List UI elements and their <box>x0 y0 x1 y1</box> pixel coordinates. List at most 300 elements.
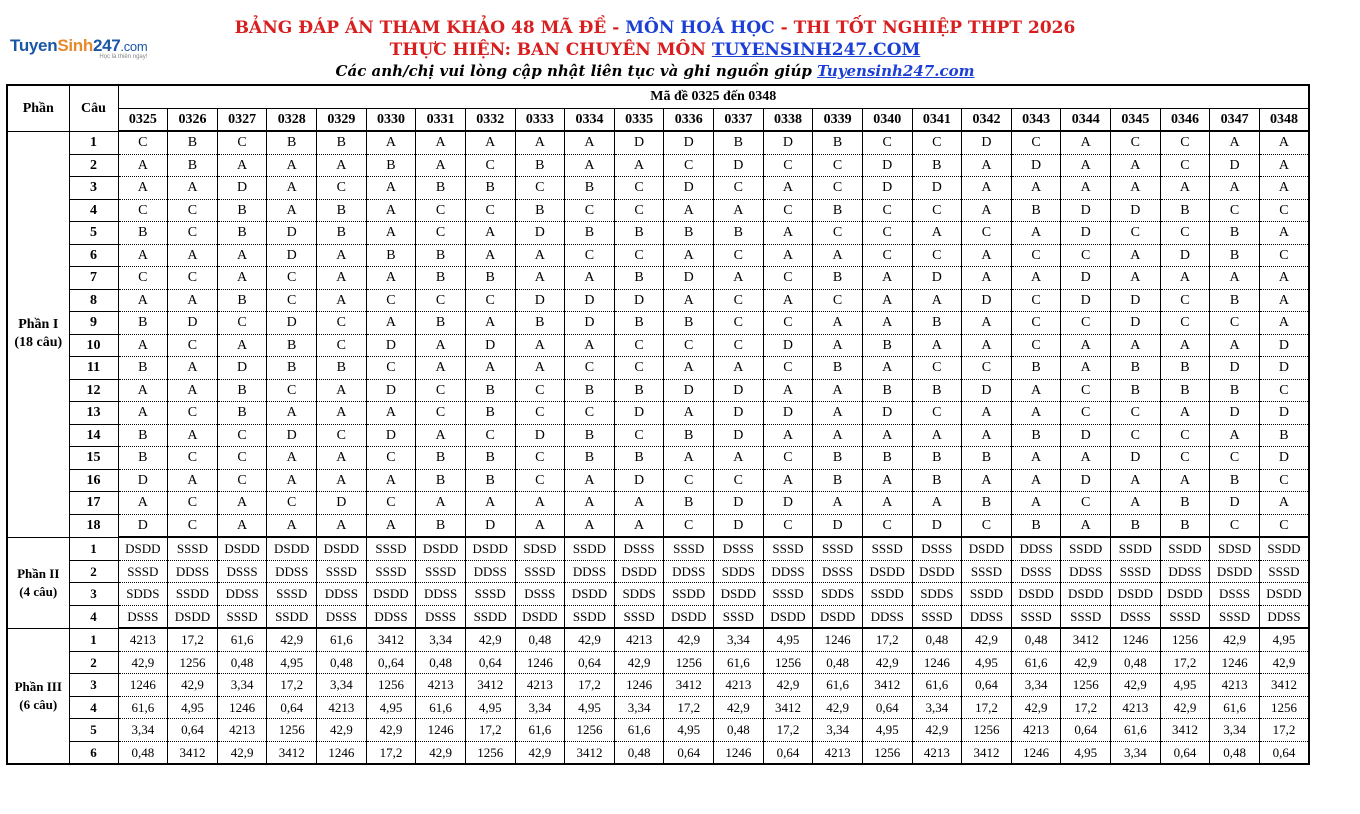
answer-cell: D <box>1061 424 1111 447</box>
answer-cell: 4,95 <box>862 719 912 742</box>
answer-cell: A <box>1011 267 1061 290</box>
answer-cell: B <box>465 379 515 402</box>
answer-cell: B <box>1160 357 1210 380</box>
answer-cell: 61,6 <box>1011 651 1061 674</box>
answer-cell: 42,9 <box>565 628 615 651</box>
answer-cell: B <box>267 131 317 154</box>
answer-cell: B <box>217 199 267 222</box>
answer-cell: DDSS <box>366 605 416 628</box>
answer-cell: A <box>416 357 466 380</box>
answer-cell: B <box>714 222 764 245</box>
answer-cell: DSDD <box>714 583 764 606</box>
answer-cell: A <box>1111 469 1161 492</box>
question-number: 3 <box>69 674 118 697</box>
answer-cell: 3412 <box>962 741 1012 764</box>
answer-cell: D <box>614 469 664 492</box>
answer-cell: D <box>664 177 714 200</box>
answer-cell: A <box>962 267 1012 290</box>
answer-cell: SSSD <box>1160 605 1210 628</box>
answer-row <box>7 289 1309 312</box>
part-label <box>7 537 69 628</box>
answer-cell: A <box>267 469 317 492</box>
answer-row <box>7 222 1309 245</box>
answer-cell: A <box>813 492 863 515</box>
answer-cell: C <box>1160 154 1210 177</box>
answer-cell: DDSS <box>416 583 466 606</box>
answer-cell: 3,34 <box>813 719 863 742</box>
answer-cell: 4213 <box>1111 696 1161 719</box>
answer-cell: 1256 <box>465 741 515 764</box>
answer-cell: A <box>813 244 863 267</box>
answer-cell: C <box>416 199 466 222</box>
answer-cell: A <box>1259 131 1309 154</box>
answer-cell: A <box>416 424 466 447</box>
answer-cell: D <box>515 289 565 312</box>
answer-cell: B <box>614 222 664 245</box>
answer-cell: SSSD <box>664 537 714 560</box>
answer-cell: A <box>168 289 218 312</box>
answer-cell: DSDD <box>813 605 863 628</box>
answer-row <box>7 469 1309 492</box>
answer-cell: A <box>813 402 863 425</box>
answer-row <box>7 334 1309 357</box>
tuyensinh-link[interactable]: TUYENSINH247.COM <box>711 40 921 60</box>
question-number: 1 <box>69 131 118 154</box>
answer-cell: 1246 <box>317 741 367 764</box>
answer-cell: DDSS <box>1259 605 1309 628</box>
answer-cell: D <box>1259 334 1309 357</box>
answer-cell: C <box>1111 222 1161 245</box>
answer-cell: SDSD <box>515 537 565 560</box>
answer-cell: C <box>763 199 813 222</box>
answer-cell: B <box>1111 379 1161 402</box>
answer-cell: C <box>565 357 615 380</box>
answer-cell: B <box>1210 244 1260 267</box>
answer-cell: SSSD <box>366 560 416 583</box>
answer-cell: C <box>168 492 218 515</box>
answer-cell: B <box>912 379 962 402</box>
answer-cell: C <box>1160 447 1210 470</box>
answer-cell: A <box>1259 312 1309 335</box>
answer-cell: B <box>1210 469 1260 492</box>
answer-cell: A <box>317 379 367 402</box>
answer-cell: C <box>565 402 615 425</box>
answer-cell: 61,6 <box>912 674 962 697</box>
answer-cell: A <box>1259 222 1309 245</box>
question-number: 1 <box>69 537 118 560</box>
answer-cell: A <box>664 447 714 470</box>
answer-cell: C <box>1210 312 1260 335</box>
answer-cell: 1256 <box>763 651 813 674</box>
answer-cell: C <box>267 492 317 515</box>
answer-cell: SDDS <box>813 583 863 606</box>
answer-cell: C <box>1011 334 1061 357</box>
answer-cell: C <box>168 402 218 425</box>
answer-cell: A <box>118 154 168 177</box>
answer-cell: SDSD <box>1210 537 1260 560</box>
exam-code-header: 0335 <box>614 108 664 131</box>
answer-cell: B <box>1210 379 1260 402</box>
question-number: 13 <box>69 402 118 425</box>
exam-code-header: 0342 <box>962 108 1012 131</box>
answer-cell: B <box>416 267 466 290</box>
answer-cell: D <box>515 222 565 245</box>
header-code-group: Mã đề 0325 đến 0348 <box>118 85 1309 108</box>
answer-cell: C <box>1210 447 1260 470</box>
answer-cell: 42,9 <box>1111 674 1161 697</box>
exam-code-header: 0344 <box>1061 108 1111 131</box>
answer-cell: 0,48 <box>515 628 565 651</box>
answer-cell: DDSS <box>962 605 1012 628</box>
logo-wordmark: TuyenSinh247.com <box>10 36 148 55</box>
answer-cell: C <box>763 357 813 380</box>
answer-cell: A <box>565 334 615 357</box>
answer-cell: C <box>168 514 218 537</box>
answer-cell: A <box>515 357 565 380</box>
question-number: 15 <box>69 447 118 470</box>
source-link[interactable]: Tuyensinh247.com <box>817 62 975 80</box>
answer-cell: D <box>962 289 1012 312</box>
answer-cell: A <box>168 357 218 380</box>
answer-cell: 3,34 <box>1011 674 1061 697</box>
answer-cell: 3412 <box>1061 628 1111 651</box>
answer-cell: A <box>763 379 813 402</box>
answer-cell: 1256 <box>1061 674 1111 697</box>
answer-cell: A <box>366 199 416 222</box>
answer-cell: A <box>168 177 218 200</box>
question-number: 17 <box>69 492 118 515</box>
answer-cell: C <box>763 447 813 470</box>
question-number: 7 <box>69 267 118 290</box>
answer-cell: DSDD <box>416 537 466 560</box>
exam-code-header: 0332 <box>465 108 515 131</box>
answer-cell: SSSD <box>813 537 863 560</box>
title-line-1: BẢNG ĐÁP ÁN THAM KHẢO 48 MÃ ĐỀ - MÔN HOÁ HỌC - THI TỐT NGHIỆP THPT 2026 <box>234 18 1076 38</box>
answer-cell: C <box>614 424 664 447</box>
answer-cell: 0,,64 <box>366 651 416 674</box>
answer-cell: 42,9 <box>714 696 764 719</box>
answer-cell: C <box>1160 312 1210 335</box>
answer-cell: 42,9 <box>465 628 515 651</box>
answer-cell: C <box>664 469 714 492</box>
answer-cell: D <box>1259 402 1309 425</box>
answer-cell: 4,95 <box>267 651 317 674</box>
answer-cell: A <box>1061 131 1111 154</box>
answer-cell: 4213 <box>714 674 764 697</box>
answer-cell: D <box>1259 447 1309 470</box>
answer-row <box>7 514 1309 537</box>
answer-cell: SSSD <box>1210 605 1260 628</box>
answer-cell: B <box>168 131 218 154</box>
exam-code-header: 0348 <box>1259 108 1309 131</box>
answer-row <box>7 379 1309 402</box>
answer-row <box>7 424 1309 447</box>
answer-cell: SSSD <box>912 605 962 628</box>
answer-cell: B <box>317 357 367 380</box>
answer-cell: DSSS <box>813 560 863 583</box>
answer-cell: 61,6 <box>1111 719 1161 742</box>
answer-cell: B <box>416 469 466 492</box>
answer-cell: B <box>664 492 714 515</box>
answer-cell: C <box>962 222 1012 245</box>
answer-cell: C <box>1111 424 1161 447</box>
answer-cell: A <box>763 469 813 492</box>
answer-cell: A <box>912 222 962 245</box>
answer-cell: A <box>1210 267 1260 290</box>
exam-code-header: 0346 <box>1160 108 1210 131</box>
answer-cell: SSSD <box>416 560 466 583</box>
answer-cell: A <box>1111 244 1161 267</box>
answer-cell: DSSS <box>317 605 367 628</box>
part-title: Phần III <box>14 678 62 694</box>
answer-cell: C <box>317 177 367 200</box>
answer-cell: D <box>1061 469 1111 492</box>
answer-cell: DSDD <box>1259 583 1309 606</box>
answer-cell: A <box>714 357 764 380</box>
answer-cell: C <box>1259 469 1309 492</box>
answer-cell: 4,95 <box>1061 741 1111 764</box>
answer-cell: B <box>317 131 367 154</box>
exam-code-header: 0334 <box>565 108 615 131</box>
answer-row <box>7 199 1309 222</box>
answer-cell: D <box>1210 492 1260 515</box>
answer-cell: C <box>515 177 565 200</box>
answer-cell: A <box>714 267 764 290</box>
answer-cell: 3412 <box>1160 719 1210 742</box>
answer-cell: B <box>317 199 367 222</box>
answer-cell: 4213 <box>912 741 962 764</box>
answer-cell: B <box>267 334 317 357</box>
answer-cell: D <box>366 424 416 447</box>
answer-cell: SSDD <box>1061 537 1111 560</box>
answer-cell: B <box>1011 514 1061 537</box>
answer-cell: A <box>1061 447 1111 470</box>
answer-row <box>7 154 1309 177</box>
answer-cell: 1246 <box>614 674 664 697</box>
answer-cell: 0,64 <box>465 651 515 674</box>
answer-cell: A <box>1259 267 1309 290</box>
answer-cell: 4213 <box>1210 674 1260 697</box>
answer-cell: D <box>465 514 515 537</box>
answer-cell: B <box>565 447 615 470</box>
answer-cell: D <box>118 514 168 537</box>
answer-cell: A <box>664 357 714 380</box>
answer-cell: A <box>813 379 863 402</box>
answer-cell: A <box>118 289 168 312</box>
answer-cell: A <box>912 492 962 515</box>
answer-cell: DSSS <box>515 583 565 606</box>
answer-cell: D <box>664 379 714 402</box>
answer-cell: SSSD <box>962 560 1012 583</box>
answer-cell: B <box>267 357 317 380</box>
question-number: 6 <box>69 244 118 267</box>
answer-cell: D <box>614 289 664 312</box>
answer-cell: 42,9 <box>962 628 1012 651</box>
answer-cell: D <box>763 402 813 425</box>
answer-cell: D <box>366 334 416 357</box>
answer-cell: D <box>1061 199 1111 222</box>
answer-cell: B <box>862 379 912 402</box>
answer-cell: B <box>465 402 515 425</box>
answer-cell: 1256 <box>962 719 1012 742</box>
answer-cell: A <box>862 267 912 290</box>
answer-cell: A <box>267 154 317 177</box>
answer-cell: C <box>416 222 466 245</box>
answer-cell: 17,2 <box>366 741 416 764</box>
answer-cell: 42,9 <box>267 628 317 651</box>
answer-cell: 17,2 <box>664 696 714 719</box>
answer-cell: C <box>366 492 416 515</box>
answer-cell: 42,9 <box>862 651 912 674</box>
answer-cell: SSSD <box>267 583 317 606</box>
answer-cell: DDSS <box>565 560 615 583</box>
answer-cell: A <box>862 289 912 312</box>
answer-cell: 0,48 <box>912 628 962 651</box>
answer-cell: A <box>664 199 714 222</box>
exam-code-header: 0326 <box>168 108 218 131</box>
answer-cell: DSDD <box>515 605 565 628</box>
answer-cell: A <box>118 492 168 515</box>
answer-row <box>7 537 1309 560</box>
answer-cell: D <box>813 514 863 537</box>
answer-cell: C <box>714 469 764 492</box>
answer-cell: SSSD <box>366 537 416 560</box>
answer-cell: D <box>1210 154 1260 177</box>
question-number: 5 <box>69 719 118 742</box>
answer-cell: 0,64 <box>1259 741 1309 764</box>
answer-cell: 3412 <box>862 674 912 697</box>
answer-cell: C <box>1160 222 1210 245</box>
answer-cell: C <box>614 334 664 357</box>
answer-cell: B <box>813 267 863 290</box>
answer-cell: A <box>1011 379 1061 402</box>
answer-cell: A <box>317 469 367 492</box>
answer-cell: A <box>1061 514 1111 537</box>
answer-cell: B <box>912 469 962 492</box>
part-label <box>7 628 69 764</box>
answer-cell: 3,34 <box>317 674 367 697</box>
answer-cell: 1246 <box>1210 651 1260 674</box>
answer-cell: 0,48 <box>714 719 764 742</box>
answer-cell: D <box>168 312 218 335</box>
answer-cell: A <box>267 199 317 222</box>
answer-table <box>6 84 1310 765</box>
answer-cell: 4213 <box>416 674 466 697</box>
answer-cell: B <box>217 379 267 402</box>
answer-cell: A <box>763 424 813 447</box>
answer-cell: SDDS <box>714 560 764 583</box>
question-number: 16 <box>69 469 118 492</box>
exam-codes-row <box>7 108 1309 131</box>
answer-cell: B <box>217 222 267 245</box>
answer-cell: SSSD <box>1259 560 1309 583</box>
answer-cell: 17,2 <box>168 628 218 651</box>
answer-cell: DSSS <box>416 605 466 628</box>
answer-cell: C <box>217 469 267 492</box>
answer-cell: 4213 <box>515 674 565 697</box>
answer-cell: A <box>465 492 515 515</box>
answer-row <box>7 131 1309 154</box>
exam-code-header: 0336 <box>664 108 714 131</box>
answer-cell: C <box>317 334 367 357</box>
answer-cell: 0,64 <box>1160 741 1210 764</box>
answer-cell: DDSS <box>317 583 367 606</box>
answer-cell: D <box>1111 199 1161 222</box>
answer-cell: B <box>1111 357 1161 380</box>
answer-cell: A <box>515 267 565 290</box>
answer-cell: D <box>1210 357 1260 380</box>
answer-cell: A <box>1061 177 1111 200</box>
exam-code-header: 0340 <box>862 108 912 131</box>
answer-cell: A <box>465 312 515 335</box>
answer-cell: B <box>465 177 515 200</box>
answer-cell: 3412 <box>267 741 317 764</box>
answer-cell: D <box>1061 289 1111 312</box>
answer-cell: DSSS <box>118 605 168 628</box>
answer-cell: 17,2 <box>1259 719 1309 742</box>
answer-cell: D <box>267 312 317 335</box>
answer-cell: D <box>962 131 1012 154</box>
answer-cell: C <box>366 289 416 312</box>
answer-cell: A <box>317 267 367 290</box>
answer-cell: B <box>118 424 168 447</box>
answer-cell: C <box>366 357 416 380</box>
answer-cell: A <box>465 131 515 154</box>
answer-cell: A <box>1061 334 1111 357</box>
answer-cell: SSSD <box>714 605 764 628</box>
answer-cell: C <box>1011 289 1061 312</box>
answer-cell: A <box>515 492 565 515</box>
answer-cell: B <box>614 379 664 402</box>
answer-cell: A <box>465 222 515 245</box>
answer-cell: DSDD <box>217 537 267 560</box>
answer-cell: SSDD <box>862 583 912 606</box>
question-number: 4 <box>69 199 118 222</box>
answer-row <box>7 447 1309 470</box>
answer-cell: B <box>515 199 565 222</box>
answer-cell: 4,95 <box>565 696 615 719</box>
exam-code-header: 0330 <box>366 108 416 131</box>
answer-cell: D <box>862 177 912 200</box>
answer-cell: DDSS <box>664 560 714 583</box>
answer-cell: D <box>1011 154 1061 177</box>
answer-cell: DSSS <box>217 560 267 583</box>
answer-cell: C <box>1061 312 1111 335</box>
answer-cell: A <box>763 222 813 245</box>
answer-cell: C <box>1061 244 1111 267</box>
answer-cell: C <box>664 514 714 537</box>
answer-cell: C <box>118 267 168 290</box>
answer-cell: SSDD <box>1160 537 1210 560</box>
answer-cell: C <box>862 222 912 245</box>
part-label <box>7 131 69 537</box>
answer-cell: C <box>267 289 317 312</box>
answer-cell: SSSD <box>515 560 565 583</box>
exam-code-header: 0341 <box>912 108 962 131</box>
answer-cell: C <box>1011 131 1061 154</box>
answer-cell: 42,9 <box>813 696 863 719</box>
answer-cell: D <box>217 357 267 380</box>
answer-cell: D <box>862 402 912 425</box>
answer-cell: DSDD <box>912 560 962 583</box>
answer-cell: A <box>565 492 615 515</box>
answer-cell: D <box>962 379 1012 402</box>
answer-cell: B <box>118 447 168 470</box>
answer-cell: A <box>366 222 416 245</box>
answer-cell: A <box>217 154 267 177</box>
answer-cell: C <box>862 131 912 154</box>
answer-row <box>7 492 1309 515</box>
